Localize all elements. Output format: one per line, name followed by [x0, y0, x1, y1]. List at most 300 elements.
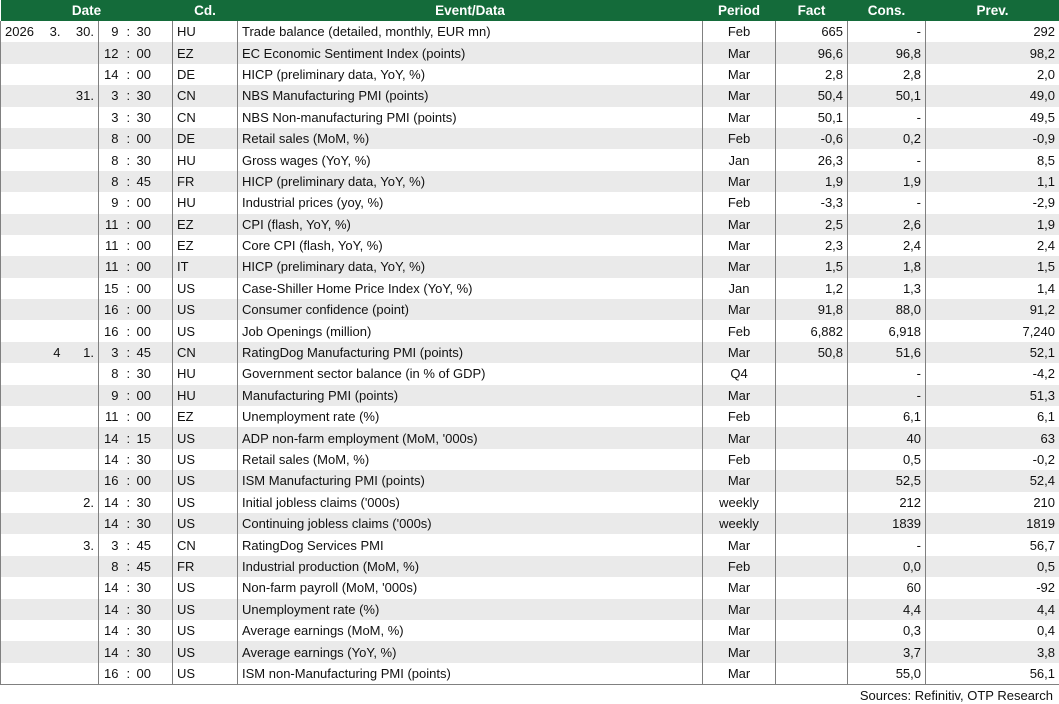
cell-prev: 56,1 [926, 663, 1059, 684]
cell-hour: 11 [99, 406, 123, 427]
cell-day [65, 278, 99, 299]
cell-fact [776, 449, 848, 470]
cell-event: Industrial production (MoM, %) [238, 556, 703, 577]
cell-day: 1. [65, 342, 99, 363]
cell-fact: -0,6 [776, 128, 848, 149]
cell-country-code: IT [173, 256, 238, 277]
cell-year [1, 385, 37, 406]
cell-hour: 14 [99, 599, 123, 620]
cell-event: Average earnings (YoY, %) [238, 641, 703, 662]
cell-minute: 45 [133, 556, 173, 577]
cell-event: NBS Non-manufacturing PMI (points) [238, 107, 703, 128]
cell-hour: 8 [99, 171, 123, 192]
cell-country-code: HU [173, 192, 238, 213]
cell-cons: 6,918 [848, 320, 926, 341]
cell-time-colon: : [123, 577, 133, 598]
table-row [1, 235, 1059, 256]
column-header-event: Event/Data [238, 0, 703, 21]
cell-country-code: US [173, 299, 238, 320]
cell-day [65, 256, 99, 277]
cell-fact [776, 492, 848, 513]
table-row [1, 342, 1059, 363]
cell-year [1, 534, 37, 555]
cell-month [37, 556, 65, 577]
cell-cons: 96,8 [848, 42, 926, 63]
cell-fact [776, 534, 848, 555]
cell-month [37, 663, 65, 684]
cell-hour: 3 [99, 107, 123, 128]
cell-event: ISM non-Manufacturing PMI (points) [238, 663, 703, 684]
cell-fact: 1,2 [776, 278, 848, 299]
cell-cons: 1,9 [848, 171, 926, 192]
cell-time-colon: : [123, 320, 133, 341]
cell-prev: 1,1 [926, 171, 1059, 192]
cell-prev: 52,1 [926, 342, 1059, 363]
cell-time-colon: : [123, 492, 133, 513]
cell-country-code: US [173, 427, 238, 448]
cell-year [1, 149, 37, 170]
cell-event: HICP (preliminary data, YoY, %) [238, 64, 703, 85]
cell-year [1, 235, 37, 256]
cell-country-code: DE [173, 128, 238, 149]
cell-cons: 2,6 [848, 214, 926, 235]
cell-period: Mar [703, 107, 776, 128]
cell-cons: - [848, 534, 926, 555]
cell-hour: 16 [99, 470, 123, 491]
cell-day: 30. [65, 21, 99, 42]
cell-fact [776, 599, 848, 620]
cell-year [1, 128, 37, 149]
cell-minute: 00 [133, 214, 173, 235]
cell-fact: 96,6 [776, 42, 848, 63]
cell-year [1, 663, 37, 684]
cell-prev: 49,5 [926, 107, 1059, 128]
cell-period: Mar [703, 299, 776, 320]
cell-period: Jan [703, 149, 776, 170]
cell-minute: 30 [133, 107, 173, 128]
cell-hour: 14 [99, 449, 123, 470]
cell-day: 2. [65, 492, 99, 513]
cell-event: HICP (preliminary data, YoY, %) [238, 256, 703, 277]
cell-hour: 15 [99, 278, 123, 299]
cell-time-colon: : [123, 556, 133, 577]
cell-event: Consumer confidence (point) [238, 299, 703, 320]
table-row [1, 42, 1059, 63]
cell-day [65, 513, 99, 534]
cell-hour: 14 [99, 427, 123, 448]
cell-event: EC Economic Sentiment Index (points) [238, 42, 703, 63]
cell-hour: 8 [99, 128, 123, 149]
table-row [1, 171, 1059, 192]
cell-event: NBS Manufacturing PMI (points) [238, 85, 703, 106]
cell-fact [776, 363, 848, 384]
cell-hour: 9 [99, 192, 123, 213]
cell-fact: 665 [776, 21, 848, 42]
cell-year [1, 278, 37, 299]
cell-month [37, 42, 65, 63]
cell-period: Mar [703, 427, 776, 448]
cell-event: Government sector balance (in % of GDP) [238, 363, 703, 384]
cell-month [37, 620, 65, 641]
cell-prev: 292 [926, 21, 1059, 42]
table-row [1, 214, 1059, 235]
cell-period: Feb [703, 192, 776, 213]
cell-year [1, 192, 37, 213]
cell-year [1, 342, 37, 363]
cell-hour: 16 [99, 299, 123, 320]
cell-hour: 3 [99, 342, 123, 363]
table-row [1, 256, 1059, 277]
cell-time-colon: : [123, 149, 133, 170]
cell-country-code: CN [173, 107, 238, 128]
cell-time-colon: : [123, 64, 133, 85]
cell-period: Mar [703, 171, 776, 192]
cell-year [1, 427, 37, 448]
cell-country-code: US [173, 320, 238, 341]
column-header-prev: Prev. [926, 0, 1059, 21]
cell-hour: 3 [99, 534, 123, 555]
cell-time-colon: : [123, 342, 133, 363]
cell-month [37, 320, 65, 341]
cell-minute: 30 [133, 620, 173, 641]
cell-prev: 1819 [926, 513, 1059, 534]
cell-day [65, 577, 99, 598]
cell-cons: 0,3 [848, 620, 926, 641]
cell-cons: 1,8 [848, 256, 926, 277]
cell-event: RatingDog Services PMI [238, 534, 703, 555]
cell-day [65, 427, 99, 448]
cell-minute: 00 [133, 256, 173, 277]
cell-year [1, 64, 37, 85]
cell-day [65, 406, 99, 427]
cell-month: 3. [37, 21, 65, 42]
cell-prev: 1,9 [926, 214, 1059, 235]
cell-event: Job Openings (million) [238, 320, 703, 341]
cell-time-colon: : [123, 128, 133, 149]
cell-hour: 8 [99, 556, 123, 577]
cell-period: Mar [703, 85, 776, 106]
cell-time-colon: : [123, 256, 133, 277]
cell-minute: 00 [133, 320, 173, 341]
cell-fact: 2,3 [776, 235, 848, 256]
cell-cons: 212 [848, 492, 926, 513]
cell-prev: 6,1 [926, 406, 1059, 427]
cell-minute: 30 [133, 513, 173, 534]
cell-time-colon: : [123, 406, 133, 427]
cell-country-code: US [173, 641, 238, 662]
cell-day [65, 320, 99, 341]
cell-day [65, 470, 99, 491]
cell-period: Mar [703, 620, 776, 641]
cell-time-colon: : [123, 21, 133, 42]
cell-cons: 1839 [848, 513, 926, 534]
cell-prev: 0,5 [926, 556, 1059, 577]
cell-period: Mar [703, 42, 776, 63]
cell-country-code: EZ [173, 42, 238, 63]
cell-cons: 55,0 [848, 663, 926, 684]
cell-event: CPI (flash, YoY, %) [238, 214, 703, 235]
cell-month [37, 534, 65, 555]
cell-day [65, 663, 99, 684]
cell-day [65, 641, 99, 662]
cell-prev: 52,4 [926, 470, 1059, 491]
cell-hour: 11 [99, 235, 123, 256]
cell-time-colon: : [123, 192, 133, 213]
cell-time-colon: : [123, 620, 133, 641]
cell-cons: 4,4 [848, 599, 926, 620]
cell-period: Mar [703, 385, 776, 406]
cell-minute: 00 [133, 663, 173, 684]
cell-minute: 30 [133, 599, 173, 620]
cell-time-colon: : [123, 278, 133, 299]
cell-prev: 63 [926, 427, 1059, 448]
cell-hour: 14 [99, 620, 123, 641]
cell-cons: 51,6 [848, 342, 926, 363]
cell-minute: 45 [133, 534, 173, 555]
cell-cons: - [848, 363, 926, 384]
cell-month [37, 641, 65, 662]
cell-fact: -3,3 [776, 192, 848, 213]
cell-month [37, 278, 65, 299]
cell-year [1, 320, 37, 341]
cell-year [1, 577, 37, 598]
cell-time-colon: : [123, 385, 133, 406]
cell-event: Initial jobless claims ('000s) [238, 492, 703, 513]
cell-event: Case-Shiller Home Price Index (YoY, %) [238, 278, 703, 299]
cell-event: HICP (preliminary data, YoY, %) [238, 171, 703, 192]
cell-prev: -4,2 [926, 363, 1059, 384]
cell-period: Feb [703, 449, 776, 470]
cell-event: Gross wages (YoY, %) [238, 149, 703, 170]
cell-month [37, 235, 65, 256]
cell-cons: - [848, 149, 926, 170]
cell-prev: 1,5 [926, 256, 1059, 277]
cell-fact: 26,3 [776, 149, 848, 170]
cell-country-code: HU [173, 385, 238, 406]
cell-period: Mar [703, 663, 776, 684]
cell-prev: 7,240 [926, 320, 1059, 341]
cell-prev: 1,4 [926, 278, 1059, 299]
cell-fact: 6,882 [776, 320, 848, 341]
table-row [1, 192, 1059, 213]
cell-month: 4 [37, 342, 65, 363]
cell-period: Feb [703, 556, 776, 577]
table-row [1, 492, 1059, 513]
table-row [1, 149, 1059, 170]
cell-cons: 0,0 [848, 556, 926, 577]
cell-period: Feb [703, 406, 776, 427]
cell-fact: 50,4 [776, 85, 848, 106]
table-row [1, 470, 1059, 491]
cell-day [65, 192, 99, 213]
cell-fact: 1,5 [776, 256, 848, 277]
cell-prev: 56,7 [926, 534, 1059, 555]
cell-time-colon: : [123, 534, 133, 555]
table-row [1, 599, 1059, 620]
cell-hour: 16 [99, 320, 123, 341]
cell-prev: -2,9 [926, 192, 1059, 213]
column-header-cons: Cons. [848, 0, 926, 21]
cell-minute: 45 [133, 342, 173, 363]
cell-time-colon: : [123, 599, 133, 620]
cell-country-code: CN [173, 85, 238, 106]
cell-period: Mar [703, 641, 776, 662]
cell-minute: 00 [133, 128, 173, 149]
table-row [1, 85, 1059, 106]
cell-time-colon: : [123, 214, 133, 235]
cell-country-code: US [173, 620, 238, 641]
cell-day [65, 214, 99, 235]
cell-time-colon: : [123, 235, 133, 256]
table-body [1, 21, 1059, 684]
table-row [1, 64, 1059, 85]
cell-fact [776, 663, 848, 684]
cell-minute: 00 [133, 235, 173, 256]
cell-country-code: US [173, 278, 238, 299]
cell-minute: 30 [133, 363, 173, 384]
table-row [1, 534, 1059, 555]
cell-minute: 15 [133, 427, 173, 448]
cell-month [37, 107, 65, 128]
cell-month [37, 449, 65, 470]
cell-time-colon: : [123, 449, 133, 470]
cell-hour: 9 [99, 21, 123, 42]
cell-month [37, 171, 65, 192]
cell-cons: 50,1 [848, 85, 926, 106]
cell-event: Retail sales (MoM, %) [238, 449, 703, 470]
cell-month [37, 427, 65, 448]
cell-minute: 00 [133, 406, 173, 427]
table-row [1, 449, 1059, 470]
cell-minute: 30 [133, 149, 173, 170]
cell-fact [776, 513, 848, 534]
cell-year [1, 171, 37, 192]
cell-period: Mar [703, 256, 776, 277]
table-row [1, 406, 1059, 427]
cell-event: ISM Manufacturing PMI (points) [238, 470, 703, 491]
cell-year [1, 299, 37, 320]
table-row [1, 385, 1059, 406]
cell-day [65, 299, 99, 320]
cell-month [37, 513, 65, 534]
cell-time-colon: : [123, 85, 133, 106]
cell-hour: 16 [99, 663, 123, 684]
cell-hour: 9 [99, 385, 123, 406]
cell-month [37, 363, 65, 384]
cell-fact [776, 385, 848, 406]
cell-period: Mar [703, 577, 776, 598]
cell-period: weekly [703, 492, 776, 513]
table-row [1, 513, 1059, 534]
cell-country-code: US [173, 470, 238, 491]
cell-period: Feb [703, 128, 776, 149]
cell-period: Mar [703, 235, 776, 256]
cell-period: Mar [703, 214, 776, 235]
cell-prev: -0,2 [926, 449, 1059, 470]
cell-year: 2026 [1, 21, 37, 42]
table-row [1, 299, 1059, 320]
cell-minute: 00 [133, 192, 173, 213]
cell-cons: - [848, 385, 926, 406]
cell-country-code: US [173, 513, 238, 534]
cell-year [1, 85, 37, 106]
cell-fact [776, 556, 848, 577]
cell-country-code: EZ [173, 214, 238, 235]
cell-fact [776, 620, 848, 641]
cell-cons: 52,5 [848, 470, 926, 491]
cell-day [65, 385, 99, 406]
cell-cons: 2,4 [848, 235, 926, 256]
cell-fact [776, 406, 848, 427]
cell-time-colon: : [123, 299, 133, 320]
cell-country-code: US [173, 599, 238, 620]
cell-period: Q4 [703, 363, 776, 384]
cell-year [1, 42, 37, 63]
cell-country-code: FR [173, 171, 238, 192]
cell-day [65, 556, 99, 577]
cell-cons: 3,7 [848, 641, 926, 662]
cell-cons: - [848, 107, 926, 128]
cell-day [65, 64, 99, 85]
cell-country-code: HU [173, 363, 238, 384]
cell-minute: 00 [133, 470, 173, 491]
cell-year [1, 214, 37, 235]
cell-hour: 14 [99, 513, 123, 534]
cell-day [65, 620, 99, 641]
cell-cons: 0,2 [848, 128, 926, 149]
cell-month [37, 577, 65, 598]
cell-day [65, 107, 99, 128]
cell-country-code: CN [173, 534, 238, 555]
cell-minute: 30 [133, 85, 173, 106]
cell-prev: 2,0 [926, 64, 1059, 85]
sources-footer: Sources: Refinitiv, OTP Research [0, 684, 1059, 704]
cell-fact: 2,8 [776, 64, 848, 85]
cell-prev: 8,5 [926, 149, 1059, 170]
cell-time-colon: : [123, 513, 133, 534]
cell-day [65, 363, 99, 384]
cell-day [65, 449, 99, 470]
cell-period: Feb [703, 320, 776, 341]
table-row [1, 620, 1059, 641]
cell-year [1, 492, 37, 513]
cell-fact [776, 470, 848, 491]
cell-event: Retail sales (MoM, %) [238, 128, 703, 149]
cell-cons: 6,1 [848, 406, 926, 427]
cell-hour: 11 [99, 214, 123, 235]
table-row [1, 128, 1059, 149]
cell-cons: 40 [848, 427, 926, 448]
cell-fact [776, 641, 848, 662]
cell-hour: 14 [99, 641, 123, 662]
cell-prev: 210 [926, 492, 1059, 513]
cell-month [37, 599, 65, 620]
cell-cons: 60 [848, 577, 926, 598]
cell-month [37, 149, 65, 170]
cell-minute: 00 [133, 299, 173, 320]
cell-cons: 88,0 [848, 299, 926, 320]
table-row [1, 320, 1059, 341]
cell-prev: -92 [926, 577, 1059, 598]
cell-prev: 51,3 [926, 385, 1059, 406]
table-row [1, 363, 1059, 384]
cell-period: Jan [703, 278, 776, 299]
cell-fact: 91,8 [776, 299, 848, 320]
cell-minute: 00 [133, 385, 173, 406]
table-row [1, 663, 1059, 684]
cell-minute: 00 [133, 64, 173, 85]
cell-month [37, 214, 65, 235]
